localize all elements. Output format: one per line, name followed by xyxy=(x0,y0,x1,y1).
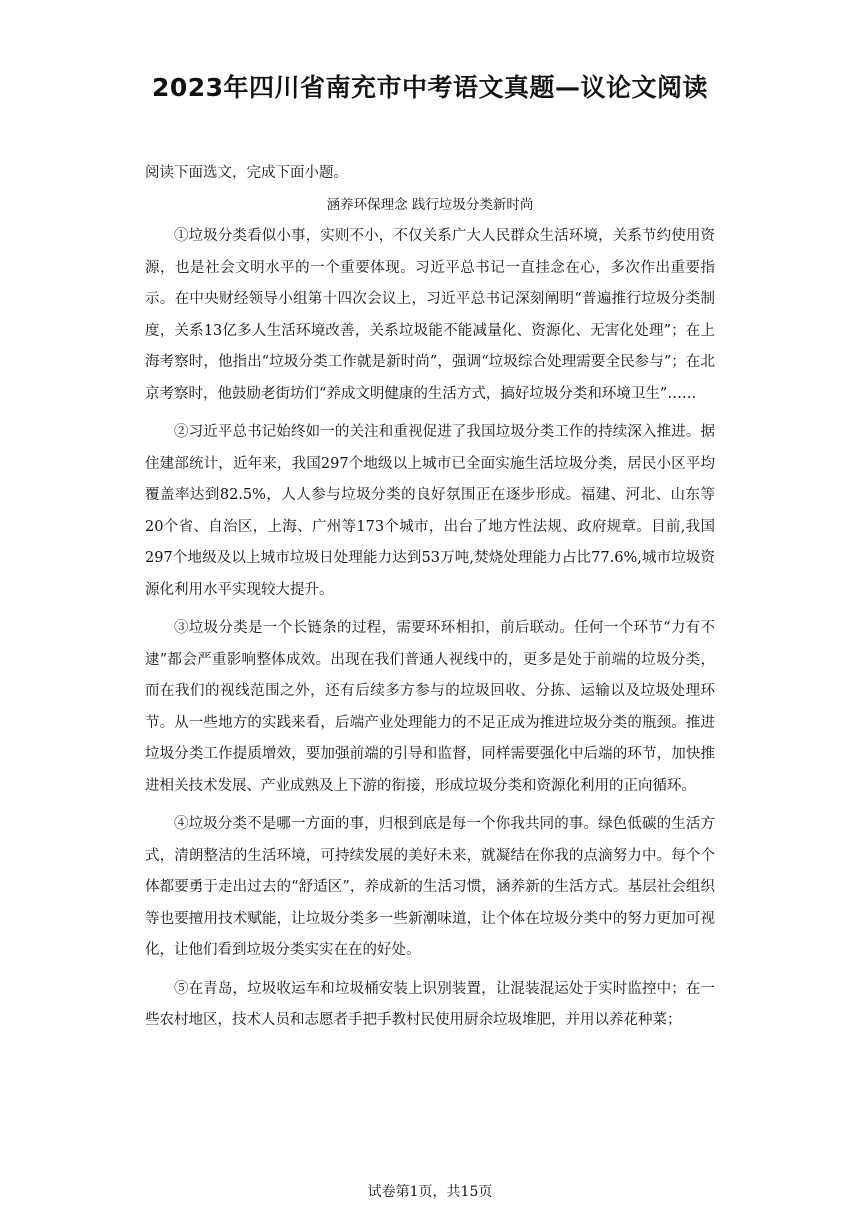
paragraph-1: ①垃圾分类看似小事，实则不小，不仅关系广大人民群众生活环境，关系节约使用资源，也是社会文明水平的一个重要体现。习近平总书记一直挂念在心，多次作出重要指示。在中央财经领导小组第十四次会议上，习近平总书记深刻阐明“普遍推行垃圾分类制度，关系13亿多人生活环境改善，关系垃圾能不能减量化、资源化、无害化处理”；在上海考察时，他指出“垃圾分类工作就是新时尚”，强调“垃圾综合处理需要全民参与”；在北京考察时，他鼓励老街坊们“养成文明健康的生活方式，搞好垃圾分类和环境卫生”…… xyxy=(145,228,715,402)
paragraph-5: ⑤在青岛，垃圾收运车和垃圾桶安装上识别装置，让混装混运处于实时监控中；在一些农村地区，技术人员和志愿者手把手教村民使用厨余垃圾堆肥，并用以养花种菜； xyxy=(145,980,715,1028)
paragraph-3: ③垃圾分类是一个长链条的过程，需要环环相扣，前后联动。任何一个环节“力有不逮”都会严重影响整体成效。出现在我们普通人视线中的，更多是处于前端的垃圾分类，而在我们的视线范围之外，还有后续多方参与的垃圾回收、分拣、运输以及垃圾处理环节。从一些地方的实践来看，后端产业处理能力的不足正成为推进垃圾分类的瓶颈。推进垃圾分类工作提质增效，要加强前端的引导和监督，同样需要强化中后端的环节，加快推进相关技术发展、产业成熟及上下游的衔接，形成垃圾分类和资源化利用的正向循环。 xyxy=(145,620,715,794)
paragraph-4: ④垃圾分类不是哪一方面的事，归根到底是每一个你我共同的事。绿色低碳的生活方式，清朗整洁的生活环境，可持续发展的美好未来，就凝结在你我的点滴努力中。每个个体都要勇于走出过去的“舒适区”，养成新的生活习惯，涵养新的生活方式。基层社会组织等也要擅用技术赋能，让垃圾分类多一些新潮味道，让个体在垃圾分类中的努力更加可视化，让他们看到垃圾分类实实在在的好处。 xyxy=(145,816,715,958)
instructions: 阅读下面选文，完成下面小题。 xyxy=(145,165,348,181)
article-title: 涵养环保理念 践行垃圾分类新时尚 xyxy=(326,196,534,213)
document-body xyxy=(145,158,715,1044)
page-title: 2023年四川省南充市中考语文真题—议论文阅读 xyxy=(151,73,709,102)
paragraph-2: ②习近平总书记始终如一的关注和重视促进了我国垃圾分类工作的持续深入推进。据住建部统计，近年来，我国297个地级以上城市已全面实施生活垃圾分类，居民小区平均覆盖率达到82.5%，人人参与垃圾分类的良好氛围正在逐步形成。福建、河北、山东等20个省、自治区，上海、广州等173个城市，出台了地方性法规、政府规章。目前,我国297个地级及以上城市垃圾日处理能力达到53万吨,焚烧处理能力占比77.6%,城市垃圾资源化利用水平实现较大提升。 xyxy=(145,424,715,598)
page-footer: 试卷第1页，共15页 xyxy=(367,1184,493,1200)
